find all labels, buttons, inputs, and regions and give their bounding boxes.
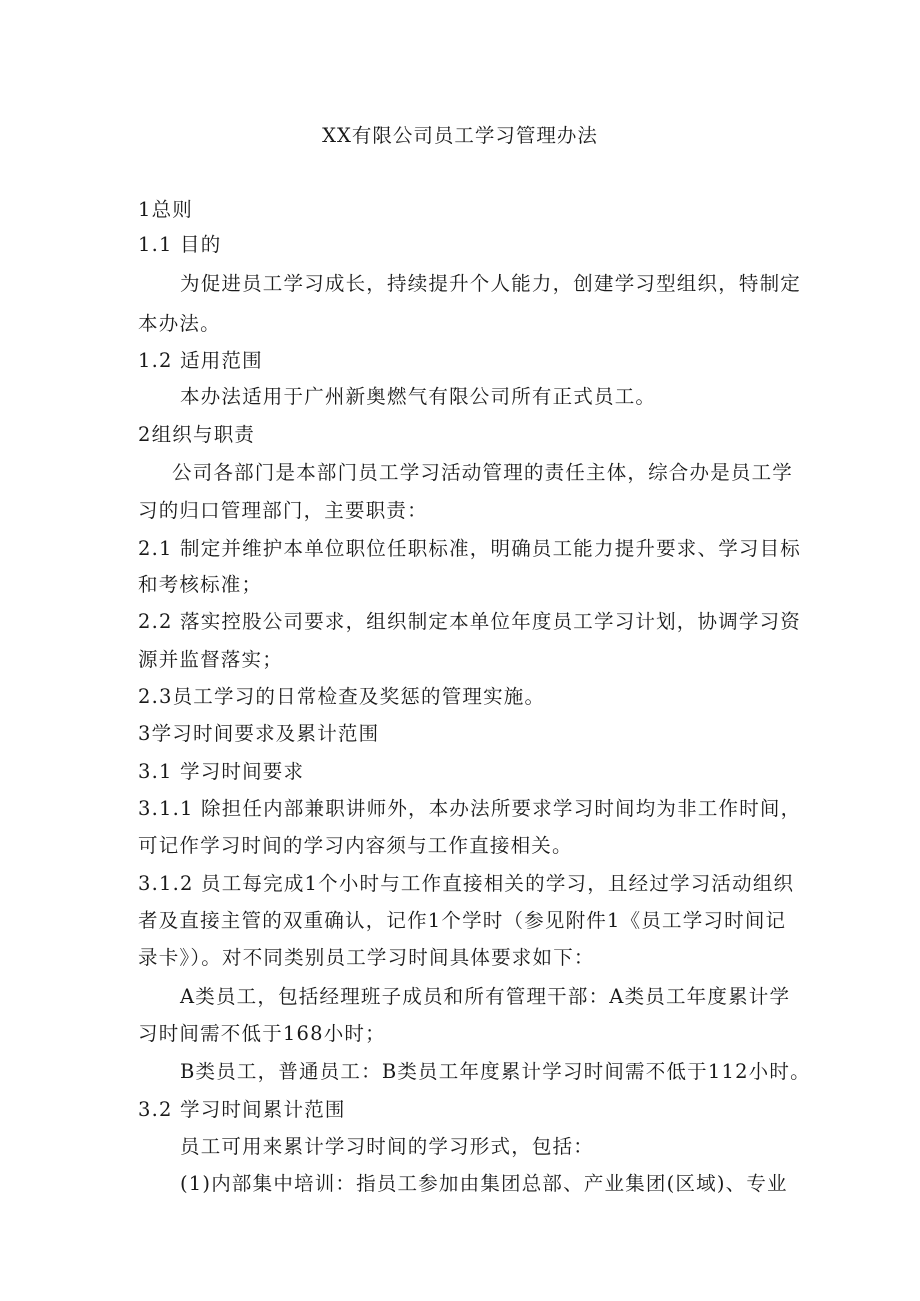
paragraph-line: B类员工，普通员工：B类员工年度累计学习时间需不低于112小时。 — [180, 1060, 811, 1083]
heading-3: 3学习时间要求及累计范围 — [138, 722, 380, 745]
heading-3-1-2: 3.1.2 员工每完成1个小时与工作直接相关的学习，且经过学习活动组织 — [138, 872, 795, 895]
paragraph-line: 为促进员工学习成长，持续提升个人能力，创建学习型组织，特制定 — [180, 272, 802, 295]
paragraph-line: 公司各部门是本部门员工学习活动管理的责任主体，综合办是员工学 — [172, 461, 794, 484]
heading-1: 1总则 — [138, 198, 194, 221]
heading-2-3: 2.3员工学习的日常检查及奖惩的管理实施。 — [138, 685, 546, 708]
paragraph-line: 源并监督落实； — [138, 648, 283, 671]
paragraph-line: 员工可用来累计学习时间的学习形式，包括： — [180, 1135, 595, 1158]
paragraph-line: 可记作学习时间的学习内容须与工作直接相关。 — [138, 834, 573, 857]
paragraph-line: A类员工，包括经理班子成员和所有管理干部：A类员工年度累计学 — [180, 985, 791, 1008]
paragraph-line: 本办法。 — [138, 312, 221, 335]
paragraph-line: 和考核标准； — [138, 573, 263, 596]
paragraph-line: 录卡》）。对不同类别员工学习时间具体要求如下： — [138, 946, 595, 969]
heading-2-2: 2.2 落实控股公司要求，组织制定本单位年度员工学习计划，协调学习资 — [138, 610, 802, 633]
heading-2-1: 2.1 制定并维护本单位职位任职标准，明确员工能力提升要求、学习目标 — [138, 537, 802, 560]
heading-2: 2组织与职责 — [138, 423, 256, 446]
paragraph-line: 习的归口管理部门，主要职责： — [138, 499, 428, 522]
heading-3-1: 3.1 学习时间要求 — [138, 760, 305, 783]
paragraph-line: 者及直接主管的双重确认，记作1个学时（参见附件1《员工学习时间记 — [138, 909, 787, 932]
paragraph-line: (1)内部集中培训：指员工参加由集团总部、产业集团(区域)、专业 — [180, 1172, 788, 1195]
heading-3-2: 3.2 学习时间累计范围 — [138, 1098, 346, 1121]
heading-1-1: 1.1 目的 — [138, 233, 222, 256]
paragraph-line: 本办法适用于广州新奥燃气有限公司所有正式员工。 — [180, 385, 657, 408]
document-title: XX有限公司员工学习管理办法 — [322, 124, 598, 147]
heading-1-2: 1.2 适用范围 — [138, 349, 263, 372]
paragraph-line: 习时间需不低于168小时； — [138, 1022, 386, 1045]
heading-3-1-1: 3.1.1 除担任内部兼职讲师外，本办法所要求学习时间均为非工作时间， — [138, 797, 802, 820]
